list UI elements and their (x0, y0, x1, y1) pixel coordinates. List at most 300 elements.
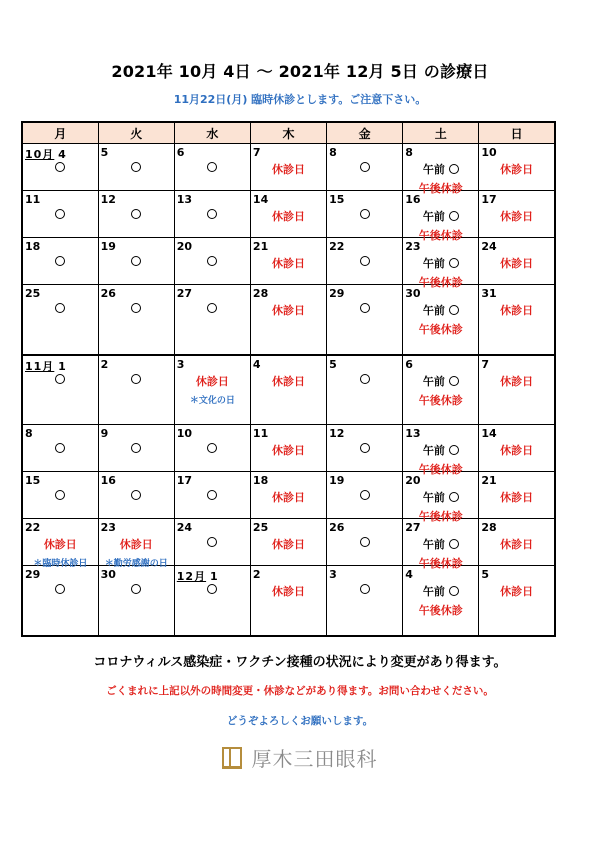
closed-status: 休診日 (271, 491, 305, 505)
day-num-text: 8 (405, 146, 413, 159)
day-num-text: 25 (252, 521, 269, 535)
am-label: 午前 (422, 491, 445, 505)
open-circle-icon (449, 539, 459, 549)
day-cell (327, 472, 403, 519)
footer-change-note: ごくまれに上記以外の時間変更・休診などがあり得ます。お問い合わせください。 (106, 685, 494, 697)
open-status (327, 161, 402, 174)
day-number (25, 287, 40, 300)
closed-status: 休診日 (271, 444, 305, 458)
saturday-am-status (403, 536, 478, 552)
day-cell (327, 425, 403, 472)
open-circle-icon (207, 490, 217, 500)
day-num-text: 2 (100, 357, 109, 371)
closed-status: 休診日 (271, 209, 305, 223)
open-circle-icon (207, 537, 217, 547)
open-status (23, 161, 98, 174)
open-circle-icon (360, 162, 370, 172)
calendar-week-row (22, 355, 555, 425)
day-number (405, 240, 420, 253)
am-label: 午前 (422, 256, 445, 270)
day-number (481, 287, 496, 300)
open-circle-icon (131, 256, 141, 266)
open-status (23, 373, 98, 386)
open-circle-icon (55, 490, 65, 500)
calendar-week-row (22, 519, 555, 566)
day-number (101, 521, 116, 534)
day-number (253, 474, 268, 487)
page-title: 2021年 10月 4日 ～ 2021年 12月 5日 の診療日 (111, 62, 489, 81)
day-cell (403, 519, 479, 571)
day-cell (479, 144, 555, 191)
open-status (327, 208, 402, 221)
open-circle-icon (360, 443, 370, 453)
day-cell (98, 355, 174, 425)
day-number (25, 193, 40, 206)
open-circle-icon (360, 490, 370, 500)
open-status (175, 583, 250, 596)
open-circle-icon (131, 443, 141, 453)
open-status (23, 208, 98, 221)
day-cell (98, 425, 174, 472)
day-number (481, 427, 496, 440)
day-cell (479, 519, 555, 566)
day-number (25, 521, 40, 534)
pm-closed-label: 午後休診 (418, 393, 463, 407)
day-number (101, 193, 116, 206)
day-num-text: 30 (405, 286, 421, 300)
day-cell (403, 472, 479, 524)
open-circle-icon (449, 445, 459, 455)
holiday-note: ＊文化の日 (189, 395, 235, 406)
day-cell (250, 519, 326, 566)
day-num-text: 23 (405, 239, 421, 253)
day-number (405, 521, 420, 534)
weekday-wednesday: 水 (174, 122, 250, 144)
day-num-text: 4 (252, 357, 261, 371)
closed-status: 休診日 (500, 374, 534, 388)
day-num-text: 5 (481, 568, 489, 582)
footer-covid-note: コロナウィルス感染症・ワクチン接種の状況により変更があり得ます。 (93, 655, 507, 670)
day-num-text: 20 (405, 474, 421, 488)
day-cell (250, 237, 326, 284)
open-status (327, 536, 402, 549)
closed-status: 休診日 (43, 538, 77, 552)
day-cell (479, 355, 555, 425)
open-status (23, 583, 98, 596)
day-number (405, 193, 420, 206)
open-status (327, 442, 402, 455)
day-cell (250, 284, 326, 354)
day-num-text: 8 (25, 427, 33, 441)
closed-status: 休診日 (195, 374, 229, 388)
closed-status: 休診日 (271, 538, 305, 552)
saturday-am-status (403, 373, 478, 389)
day-num-text: 17 (481, 192, 497, 206)
day-number (329, 568, 337, 581)
day-num-text: 14 (252, 192, 269, 206)
day-num-text: 8 (329, 146, 337, 159)
day-number (481, 193, 496, 206)
day-num-text: 22 (329, 239, 345, 253)
day-num-text: 16 (100, 474, 116, 488)
open-circle-icon (131, 209, 141, 219)
day-cell (174, 237, 250, 284)
day-number (253, 358, 261, 371)
open-circle-icon (449, 376, 459, 386)
day-number (177, 521, 192, 534)
pm-closed-label: 午後休診 (418, 228, 463, 242)
calendar-body (22, 144, 555, 637)
open-status (99, 442, 174, 455)
closed-status: 休診日 (500, 585, 534, 599)
day-cell (174, 190, 250, 237)
saturday-am-status (403, 302, 478, 318)
day-num-text: 17 (176, 474, 193, 488)
day-cell (250, 355, 326, 425)
day-cell (403, 190, 479, 242)
day-number (405, 287, 420, 300)
open-circle-icon (55, 256, 65, 266)
day-num-text: 12 (100, 192, 116, 206)
open-status (175, 536, 250, 549)
open-circle-icon (360, 584, 370, 594)
day-num-text: 21 (481, 474, 497, 488)
day-num-text: 13 (176, 192, 193, 206)
closed-status: 休診日 (500, 163, 534, 176)
day-num-text: 6 (405, 357, 413, 371)
open-circle-icon (207, 303, 217, 313)
day-cell (403, 284, 479, 354)
day-num-text: 15 (329, 192, 345, 206)
open-status (175, 442, 250, 455)
day-cell (327, 519, 403, 566)
day-number (25, 240, 40, 253)
calendar-week-row (22, 425, 555, 472)
day-num-text: 16 (405, 192, 421, 206)
day-cell (250, 144, 326, 191)
day-num-text: 24 (176, 521, 193, 535)
day-number (177, 358, 185, 371)
footer-greeting: どうぞよろしくお願いします。 (226, 715, 374, 727)
calendar-week-row (22, 566, 555, 636)
day-number (253, 240, 268, 253)
day-num-text: 14 (481, 427, 497, 441)
clinic-logo (0, 743, 600, 772)
day-cell (98, 144, 174, 191)
day-num-text: 19 (329, 474, 345, 488)
am-label: 午前 (422, 163, 445, 176)
am-label: 午前 (422, 585, 445, 599)
day-cell (98, 284, 174, 354)
day-num-text: 9 (100, 427, 109, 441)
day-num-text: 15 (25, 474, 41, 488)
day-cell (22, 284, 98, 354)
day-num-text: 18 (25, 239, 41, 253)
saturday-am-status (403, 208, 478, 224)
day-num-text: 11 (252, 427, 269, 441)
open-circle-icon (131, 162, 141, 172)
closure-notice: 11月22日(月) 臨時休診とします。ご注意下さい。 (173, 93, 427, 106)
day-cell (174, 472, 250, 519)
day-cell (22, 425, 98, 472)
open-circle-icon (55, 584, 65, 594)
day-number (481, 240, 496, 253)
weekday-thursday: 木 (250, 122, 326, 144)
day-number (25, 568, 40, 581)
closed-status: 休診日 (500, 491, 534, 505)
open-status (23, 489, 98, 502)
open-status (327, 302, 402, 315)
day-cell (98, 237, 174, 284)
weekday-saturday: 土 (403, 122, 479, 144)
month-label: 12月 (176, 570, 207, 584)
day-number (101, 474, 116, 487)
month-label: 11月 (25, 359, 55, 373)
day-number (405, 568, 413, 581)
day-cell (479, 472, 555, 519)
day-cell (22, 237, 98, 284)
day-num-text: 3 (329, 568, 337, 582)
day-cell (98, 519, 174, 570)
day-number (253, 287, 268, 300)
day-num-text: 12 (329, 427, 345, 441)
open-circle-icon (449, 164, 459, 174)
day-number (101, 287, 116, 300)
pm-closed-label: 午後休診 (418, 604, 463, 618)
open-status (327, 489, 402, 502)
am-label: 午前 (422, 209, 445, 223)
day-cell (403, 237, 479, 289)
open-status (175, 302, 250, 315)
day-cell (327, 566, 403, 636)
day-cell (403, 355, 479, 425)
pm-closed-label: 午後休診 (418, 322, 463, 336)
day-number (329, 521, 344, 534)
pm-closed-label: 午後休診 (418, 182, 463, 195)
day-cell (174, 284, 250, 354)
open-circle-icon (55, 209, 65, 219)
calendar-week-row (22, 190, 555, 237)
day-number (405, 358, 413, 371)
day-cell (403, 425, 479, 477)
saturday-am-status (403, 442, 478, 458)
day-cell (479, 566, 555, 636)
day-num-text: 1 (209, 570, 218, 584)
day-num-text: 23 (100, 521, 116, 535)
open-circle-icon (207, 209, 217, 219)
open-status (23, 255, 98, 268)
day-cell (250, 566, 326, 636)
day-cell (98, 190, 174, 237)
open-circle-icon (131, 584, 141, 594)
open-circle-icon (360, 256, 370, 266)
day-num-text: 27 (176, 286, 193, 300)
day-cell (22, 144, 98, 191)
day-number (177, 427, 192, 440)
day-cell (479, 190, 555, 237)
day-number (177, 146, 185, 159)
open-circle-icon (207, 162, 217, 172)
day-num-text: 29 (25, 568, 41, 582)
open-status (175, 208, 250, 221)
day-number (481, 521, 496, 534)
day-number (405, 474, 420, 487)
day-num-text: 26 (329, 521, 345, 535)
open-circle-icon (449, 492, 459, 502)
day-num-text: 7 (252, 146, 261, 159)
day-cell (327, 190, 403, 237)
day-cell (22, 472, 98, 519)
open-circle-icon (449, 305, 459, 315)
closed-status: 休診日 (271, 256, 305, 270)
day-cell (98, 566, 174, 636)
closed-status: 休診日 (271, 303, 305, 317)
day-number (253, 193, 268, 206)
calendar-week-row (22, 284, 555, 354)
open-status (99, 161, 174, 174)
open-status (327, 583, 402, 596)
day-number (481, 474, 496, 487)
day-number (25, 427, 33, 440)
day-num-text: 31 (481, 286, 497, 300)
open-circle-icon (449, 258, 459, 268)
saturday-am-status (403, 489, 478, 505)
day-cell (479, 425, 555, 472)
open-status (327, 373, 402, 386)
clinic-logo-icon (222, 747, 242, 769)
pm-closed-label: 午後休診 (418, 557, 463, 571)
day-num-text: 5 (329, 357, 337, 371)
am-label: 午前 (422, 303, 445, 317)
day-num-text: 7 (481, 357, 489, 371)
day-number (25, 146, 66, 162)
day-num-text: 21 (252, 239, 269, 253)
day-cell (403, 144, 479, 195)
day-number (481, 568, 489, 581)
day-cell (327, 355, 403, 425)
day-cell (479, 284, 555, 354)
open-status (99, 208, 174, 221)
day-num-text: 4 (58, 148, 66, 161)
day-cell (250, 425, 326, 472)
day-number (253, 146, 261, 159)
weekday-sunday: 日 (479, 122, 555, 144)
open-circle-icon (55, 303, 65, 313)
day-number (253, 427, 268, 440)
saturday-am-status (403, 583, 478, 599)
closed-status: 休診日 (500, 209, 534, 223)
day-num-text: 20 (176, 239, 193, 253)
day-num-text: 10 (481, 146, 497, 159)
day-num-text: 4 (405, 568, 413, 582)
day-num-text: 6 (176, 146, 185, 159)
day-num-text: 18 (252, 474, 269, 488)
day-number (329, 287, 344, 300)
calendar-week-row (22, 144, 555, 191)
day-number (177, 240, 192, 253)
day-number (329, 240, 344, 253)
day-number (101, 146, 109, 159)
day-num-text: 13 (405, 427, 421, 441)
day-number (329, 146, 337, 159)
day-number (101, 568, 116, 581)
day-number (101, 240, 116, 253)
day-number (481, 146, 496, 159)
calendar-week-row (22, 472, 555, 519)
day-number (25, 358, 66, 374)
day-num-text: 2 (252, 568, 261, 582)
day-cell (327, 144, 403, 191)
day-number (481, 358, 489, 371)
closed-status: 休診日 (271, 374, 305, 388)
open-circle-icon (55, 374, 65, 384)
holiday-note: ＊勤労感謝の日 (104, 559, 168, 570)
day-cell (250, 190, 326, 237)
day-cell (174, 519, 250, 566)
day-num-text: 1 (58, 359, 66, 373)
day-cell (250, 472, 326, 519)
day-number (177, 474, 192, 487)
am-label: 午前 (422, 444, 445, 458)
day-num-text: 29 (329, 286, 345, 300)
open-circle-icon (449, 586, 459, 596)
open-status (99, 373, 174, 386)
day-num-text: 3 (176, 357, 185, 371)
day-cell (98, 472, 174, 519)
day-number (405, 427, 420, 440)
day-number (253, 521, 268, 534)
day-number (177, 193, 192, 206)
open-status (23, 442, 98, 455)
calendar-table (21, 121, 556, 637)
day-number (101, 427, 109, 440)
day-num-text: 26 (100, 286, 116, 300)
day-cell (22, 190, 98, 237)
day-num-text: 27 (405, 521, 421, 535)
am-label: 午前 (422, 538, 445, 552)
day-num-text: 19 (100, 239, 116, 253)
open-status (99, 302, 174, 315)
open-status (99, 583, 174, 596)
open-circle-icon (55, 443, 65, 453)
day-number (25, 474, 40, 487)
day-cell (327, 284, 403, 354)
weekday-header-row (22, 122, 555, 144)
open-circle-icon (207, 256, 217, 266)
day-cell (22, 519, 98, 570)
closed-status: 休診日 (271, 163, 305, 176)
open-circle-icon (449, 211, 459, 221)
day-num-text: 28 (481, 521, 497, 535)
day-num-text: 30 (100, 568, 116, 582)
open-status (175, 489, 250, 502)
clinic-name: 厚木三田眼科 (251, 747, 378, 771)
holiday-note: ＊臨時休診日 (33, 559, 88, 570)
day-cell (479, 237, 555, 284)
day-num-text: 28 (252, 286, 269, 300)
month-label: 10月 (25, 148, 55, 161)
open-status (175, 161, 250, 174)
day-cell (403, 566, 479, 636)
open-status (327, 255, 402, 268)
open-circle-icon (131, 490, 141, 500)
closed-status: 休診日 (500, 538, 534, 552)
weekday-tuesday: 火 (98, 122, 174, 144)
day-cell (174, 566, 250, 636)
day-number (329, 474, 344, 487)
open-circle-icon (207, 584, 217, 594)
open-circle-icon (360, 374, 370, 384)
